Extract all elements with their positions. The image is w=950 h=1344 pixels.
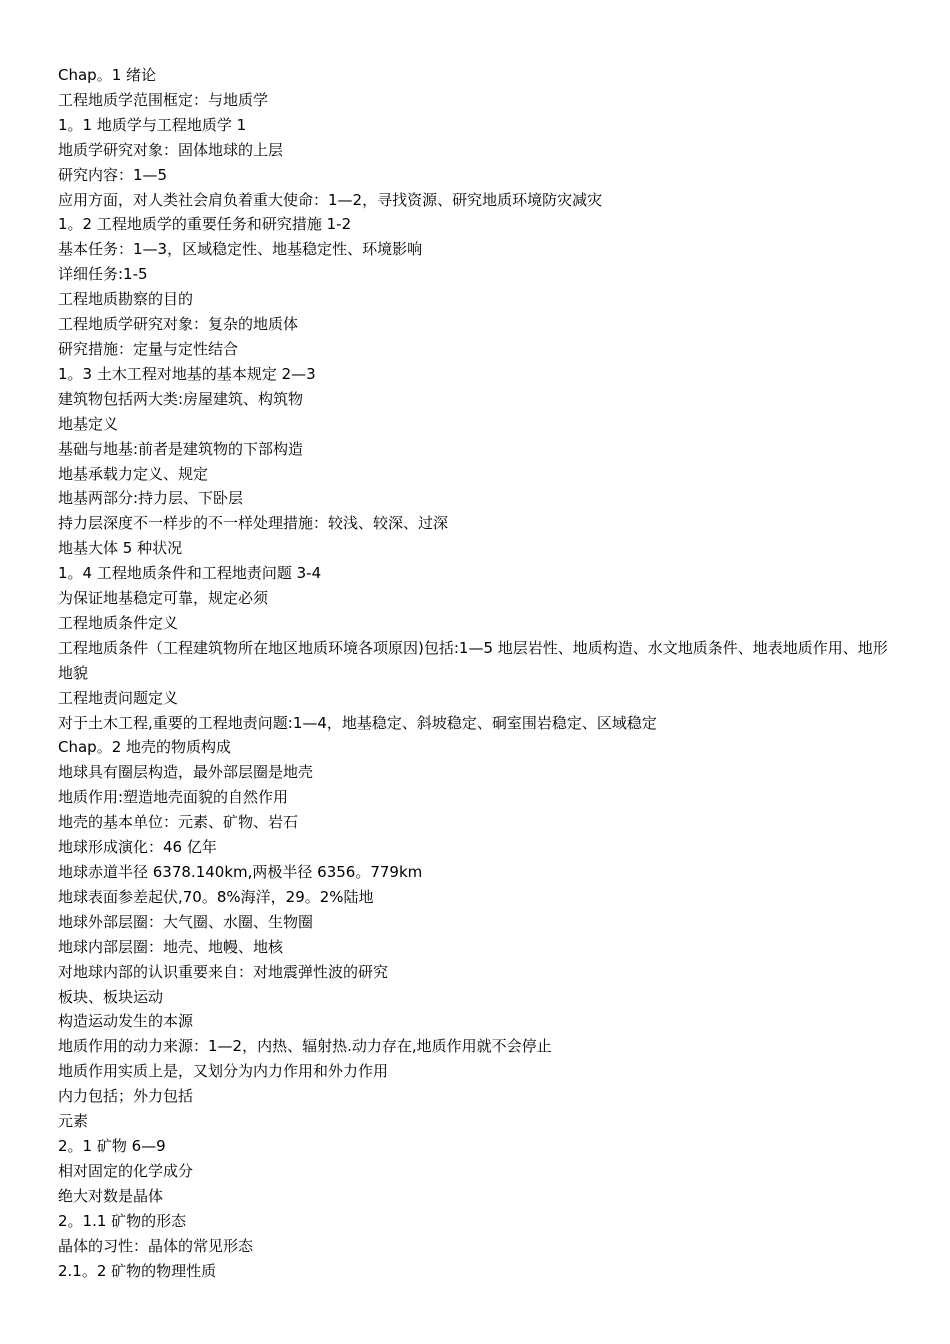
text-line: 元素 <box>58 1112 89 1131</box>
text-line: 对于土木工程,重要的工程地责问题:1—4，地基稳定、斜坡稳定、硐室围岩稳定、区域稳定 <box>58 713 657 732</box>
text-line: 工程地质学研究对象：复杂的地质体 <box>58 315 299 334</box>
text-line: 地球赤道半径 6378.140km,两极半径 6356。779km <box>58 863 423 881</box>
text-line: 相对固定的化学成分 <box>58 1161 194 1180</box>
text-line: 地基定义 <box>58 414 119 433</box>
text-line: 地质学研究对象：固体地球的上层 <box>58 140 284 159</box>
text-line: 绝大对数是晶体 <box>58 1186 164 1205</box>
text-line: 地基大体 5 种状况 <box>58 539 183 558</box>
text-line: 工程地质条件定义 <box>58 613 179 632</box>
text-line: 研究内容：1—5 <box>58 165 168 184</box>
text-line: 地球表面参差起伏,70。8%海洋，29。2%陆地 <box>58 887 374 906</box>
subsection-heading: 2.1。2 矿物的物理性质 <box>58 1261 217 1280</box>
section-heading: 1。3 土木工程对地基的基本规定 2—3 <box>58 364 316 383</box>
text-line: 为保证地基稳定可靠，规定必须 <box>58 589 269 608</box>
text-line: 持力层深度不一样步的不一样处理措施：较浅、较深、过深 <box>58 514 449 533</box>
text-line: 工程地质条件（工程建筑物所在地区地质环境各项原因)包括:1—5 地层岩性、地质构造、水文地质条件、地表地质作用、地形地貌 <box>58 638 888 682</box>
text-line: 地质作用实质上是，又划分为内力作用和外力作用 <box>58 1062 389 1081</box>
chapter-heading: Chap。1 绪论 <box>58 66 157 84</box>
text-line: 基础与地基:前者是建筑物的下部构造 <box>58 439 304 458</box>
section-heading: 2。1 矿物 6—9 <box>58 1136 166 1155</box>
text-line: 建筑物包括两大类:房屋建筑、构筑物 <box>58 389 304 408</box>
text-line: 晶体的习性：晶体的常见形态 <box>58 1236 254 1255</box>
text-line: 地球内部层圈：地壳、地幔、地核 <box>58 937 284 956</box>
text-line: 板块、板块运动 <box>58 987 164 1006</box>
text-line: 内力包括；外力包括 <box>58 1087 194 1106</box>
chapter-heading: Chap。2 地壳的物质构成 <box>58 738 232 757</box>
document-body <box>58 63 900 1283</box>
text-line: 研究措施：定量与定性结合 <box>58 339 239 358</box>
subsection-heading: 2。1.1 矿物的形态 <box>58 1211 187 1230</box>
text-line: 地基两部分:持力层、下卧层 <box>58 489 244 508</box>
text-line: 应用方面，对人类社会肩负着重大使命：1—2，寻找资源、研究地质环境防灾减灾 <box>58 190 603 209</box>
text-line: 对地球内部的认识重要来自：对地震弹性波的研究 <box>58 962 389 981</box>
text-line: 地球具有圈层构造，最外部层圈是地壳 <box>58 763 314 782</box>
section-heading: 1。2 工程地质学的重要任务和研究措施 1-2 <box>58 215 352 234</box>
section-heading: 1。1 地质学与工程地质学 1 <box>58 115 247 134</box>
text-line: 地球形成演化：46 亿年 <box>58 838 217 857</box>
text-line: 详细任务:1-5 <box>58 265 148 284</box>
text-line: 地壳的基本单位：元素、矿物、岩石 <box>58 813 299 832</box>
section-heading: 1。4 工程地质条件和工程地责问题 3-4 <box>58 564 322 583</box>
text-line: 地质作用的动力来源：1—2，内热、辐射热.动力存在,地质作用就不会停止 <box>58 1037 552 1056</box>
text-line: 工程地责问题定义 <box>58 688 179 707</box>
text-line: 工程地质勘察的目的 <box>58 290 194 309</box>
text-line: 构造运动发生的本源 <box>58 1012 194 1031</box>
text-line: 地质作用:塑造地壳面貌的自然作用 <box>58 788 289 807</box>
text-line: 地基承载力定义、规定 <box>58 464 209 483</box>
text-line: 工程地质学范围框定：与地质学 <box>58 90 269 109</box>
text-line: 地球外部层圈：大气圈、水圈、生物圈 <box>58 912 314 931</box>
text-line: 基本任务：1—3，区域稳定性、地基稳定性、环境影响 <box>58 240 423 259</box>
